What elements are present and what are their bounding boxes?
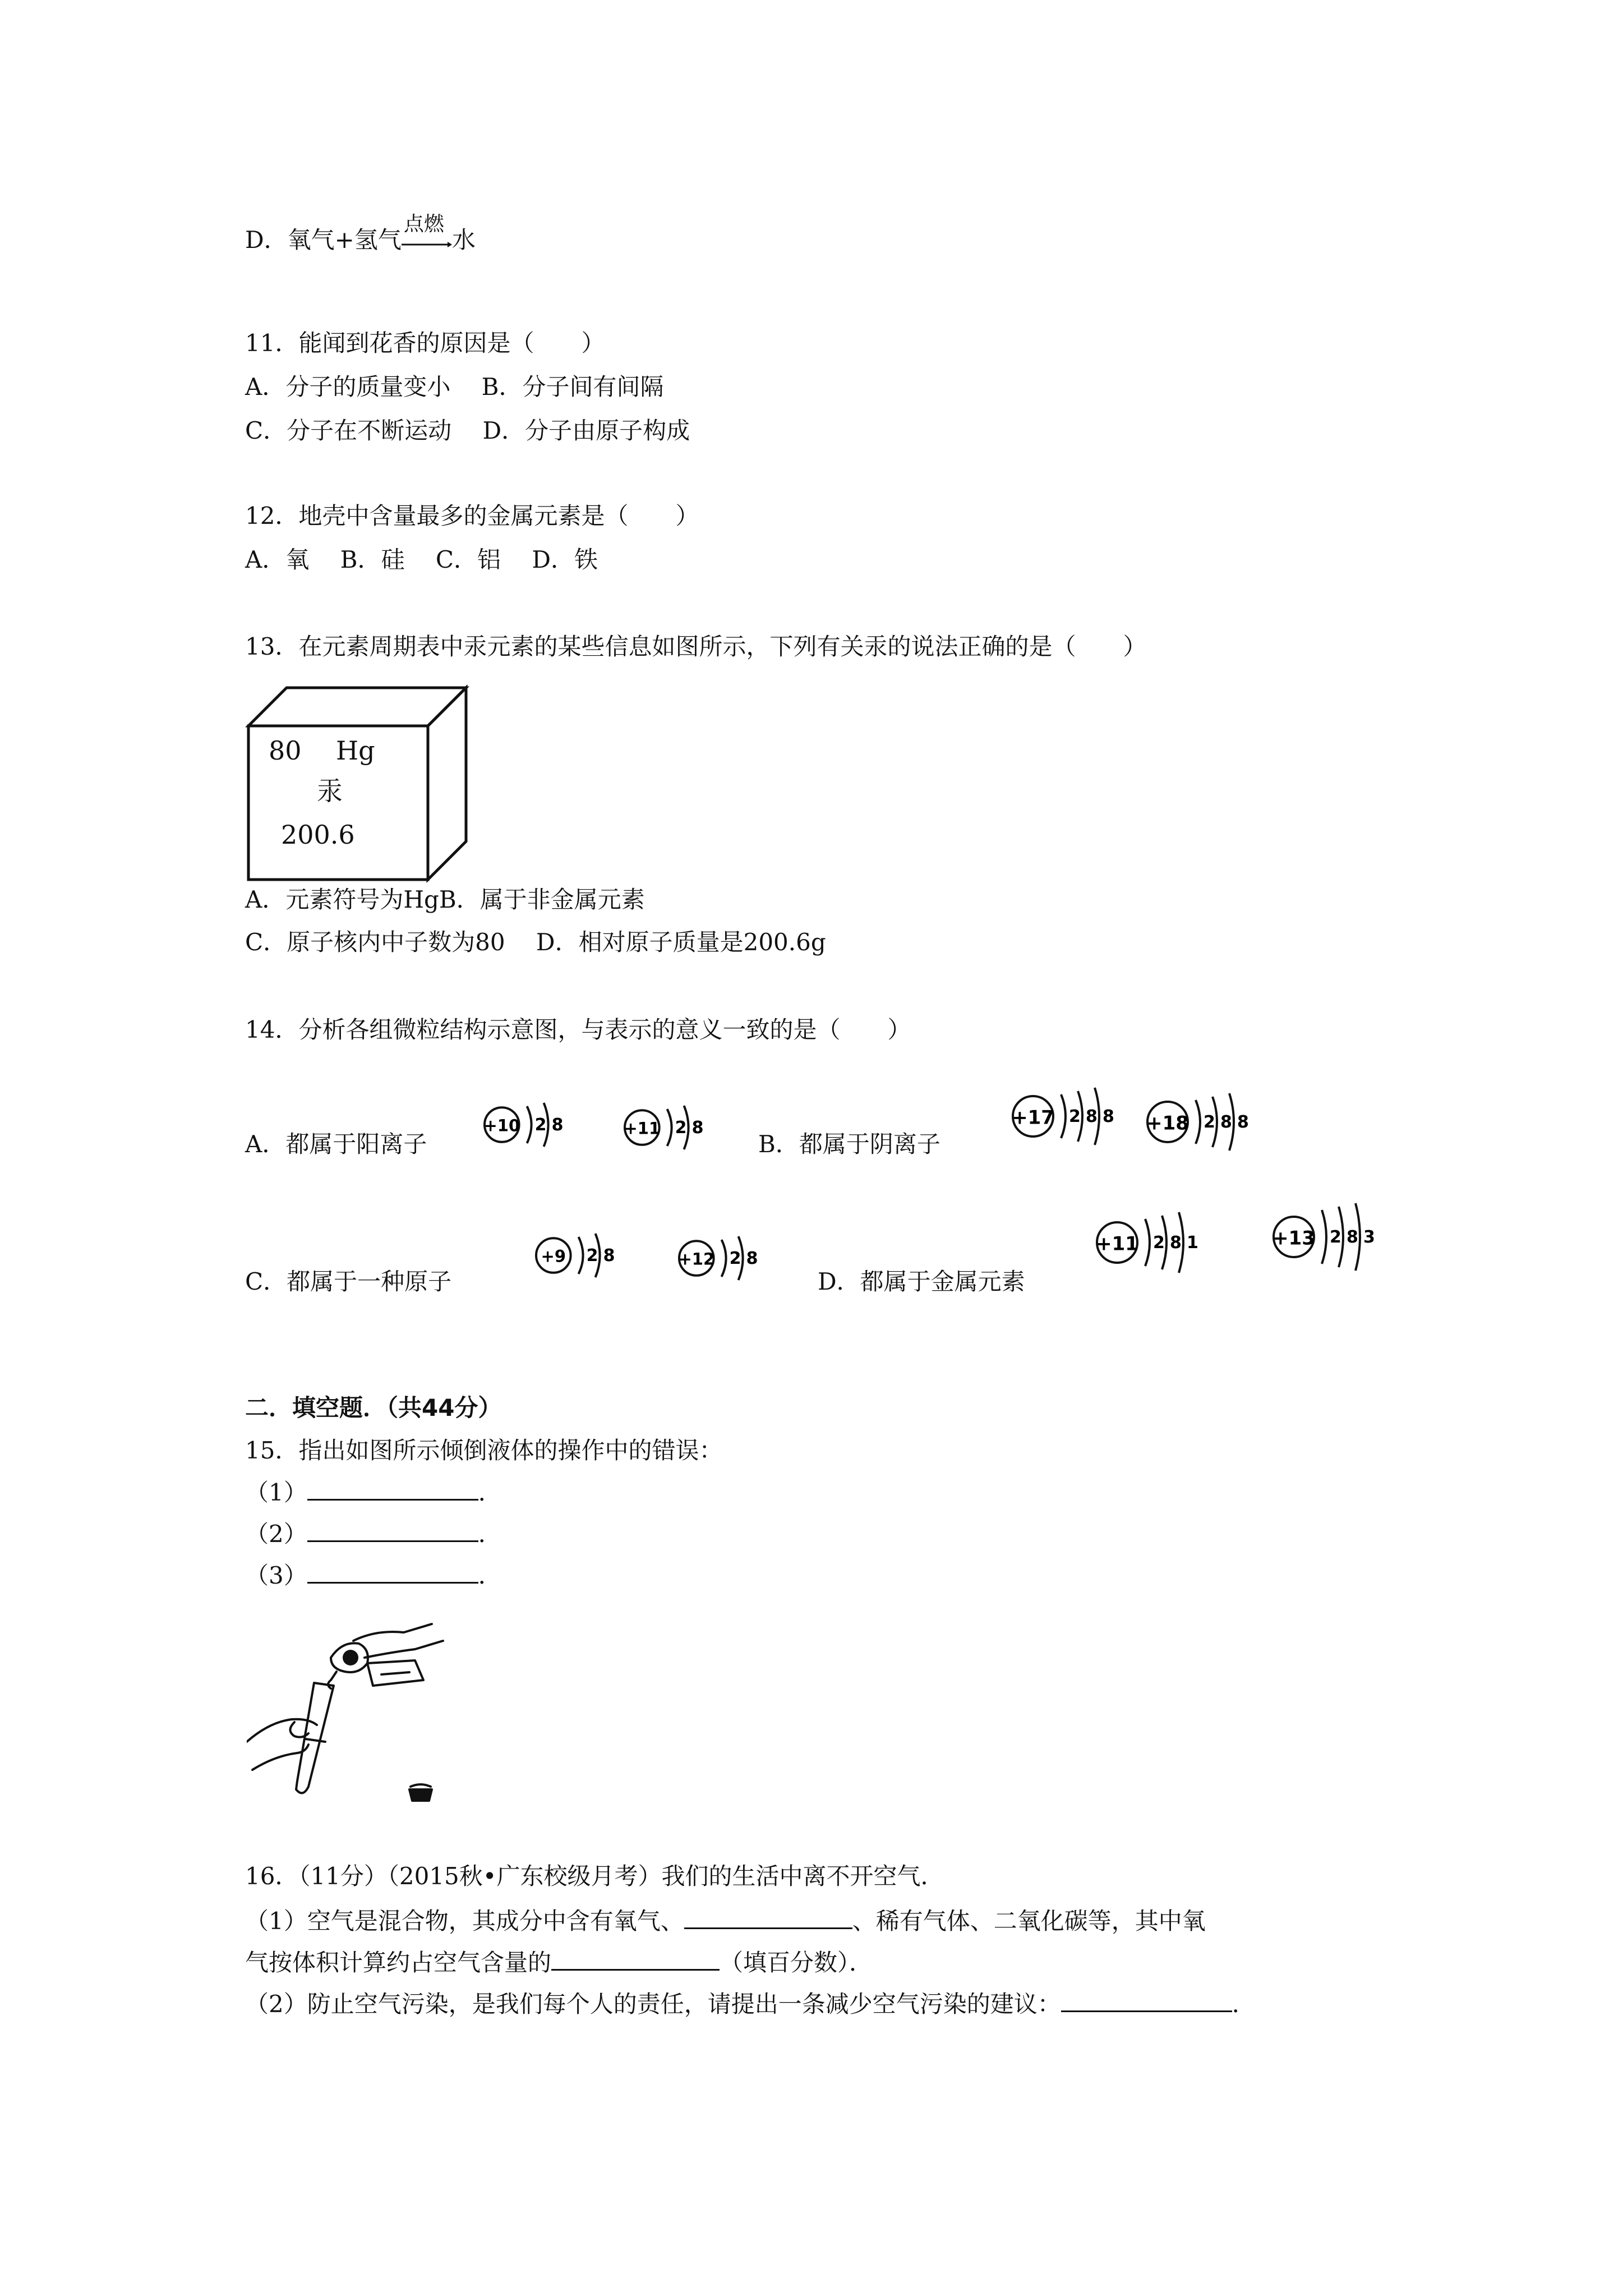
item-label: （1） xyxy=(245,1479,307,1506)
bottle-label-mark xyxy=(343,1650,358,1665)
diagram-d1 xyxy=(1094,1203,1211,1282)
q15-stem: 15．指出如图所示倾倒液体的操作中的错误： xyxy=(245,1437,723,1464)
element-card-mercury xyxy=(245,684,469,884)
pouring-liquid-illustration xyxy=(247,1618,460,1809)
q16-part1-line1 xyxy=(245,1905,1206,1937)
nucleus-charge: +13 xyxy=(1272,1227,1315,1250)
diagram-b1 xyxy=(1009,1080,1116,1153)
item-end: ． xyxy=(478,1562,502,1589)
answer-blank[interactable] xyxy=(1061,1988,1232,2012)
electron-count: 2 xyxy=(1204,1112,1215,1132)
electron-count: 8 xyxy=(691,1118,704,1138)
electron-shell-arc xyxy=(1145,1219,1150,1266)
q15-item-1 xyxy=(245,1476,502,1508)
text-segment: （填百分数）． xyxy=(720,1949,873,1976)
structure-diagram xyxy=(1009,1080,1116,1153)
answer-blank[interactable] xyxy=(307,1518,478,1542)
diagram-d2 xyxy=(1270,1192,1405,1282)
q12-stem: 12．地壳中含量最多的金属元素是（ ） xyxy=(245,502,699,530)
electron-count: 2 xyxy=(675,1118,687,1138)
diagram-a1 xyxy=(481,1094,588,1156)
diagram-b2 xyxy=(1144,1085,1251,1158)
q14-stem: 14．分析各组微粒结构示意图，与表示的意义一致的是（ ） xyxy=(245,1016,911,1043)
structure-diagram xyxy=(481,1094,588,1156)
element-atomic-number: 80 xyxy=(269,735,302,766)
q11-stem: 11．能闻到花香的原因是（ ） xyxy=(245,329,605,357)
nucleus-charge: +10 xyxy=(483,1116,520,1135)
electron-count: 8 xyxy=(603,1246,615,1266)
nucleus-charge: +11 xyxy=(624,1119,661,1138)
structure-diagram xyxy=(676,1227,782,1289)
q10-option-d-product: 水 xyxy=(451,226,476,254)
q16-part1-line2 xyxy=(245,1947,873,1978)
electron-count: 8 xyxy=(1103,1107,1114,1126)
electron-count: 2 xyxy=(1069,1107,1081,1126)
element-card-frame xyxy=(245,684,469,884)
q15-item-3 xyxy=(245,1559,502,1591)
section-2-title: 二．填空题．（共44分） xyxy=(245,1394,502,1421)
electron-count: 2 xyxy=(534,1115,547,1135)
nucleus-charge: +18 xyxy=(1146,1112,1189,1135)
item-end: ． xyxy=(478,1520,502,1548)
item-end: ． xyxy=(478,1479,502,1506)
q11-options-ab: A．分子的质量变小 B．分子间有间隔 xyxy=(245,373,664,401)
q14-option-c: C．都属于一种原子 xyxy=(245,1268,452,1295)
electron-count: 8 xyxy=(551,1115,564,1135)
reaction-condition: 点燃 xyxy=(403,213,444,236)
q12-options: A．氧 B．硅 C．铝 D．铁 xyxy=(245,546,598,573)
answer-blank[interactable] xyxy=(307,1559,478,1584)
structure-diagram xyxy=(533,1225,639,1286)
q10-option-d xyxy=(245,213,476,256)
q14-option-b: B．都属于阴离子 xyxy=(758,1130,940,1158)
nucleus-charge: +17 xyxy=(1012,1106,1054,1129)
electron-count: 1 xyxy=(1187,1233,1198,1253)
electron-count: 8 xyxy=(1347,1227,1358,1247)
electron-count: 8 xyxy=(1086,1107,1098,1126)
answer-blank[interactable] xyxy=(307,1476,478,1501)
q13-options-cd: C．原子核内中子数为80 D．相对原子质量是200.6g xyxy=(245,928,826,956)
nucleus-charge: +12 xyxy=(678,1249,715,1269)
electron-count: 2 xyxy=(729,1249,741,1268)
q13-stem: 13．在元素周期表中汞元素的某些信息如图所示，下列有关汞的说法正确的是（ ） xyxy=(245,633,1147,660)
diagram-c1 xyxy=(533,1225,639,1286)
q16-stem: 16．（11分）（2015秋•广东校级月考）我们的生活中离不开空气． xyxy=(245,1862,944,1890)
electron-count: 8 xyxy=(1220,1112,1232,1132)
electron-shell-arc xyxy=(667,1109,672,1146)
element-name: 汞 xyxy=(317,776,343,806)
q10-option-d-reactants: D．氧气+氢气 xyxy=(245,226,402,254)
q16-part2 xyxy=(245,1988,1256,2020)
structure-diagram xyxy=(1270,1192,1405,1282)
electron-count: 8 xyxy=(1170,1233,1182,1253)
text-segment: 、稀有气体、二氧化碳等，其中氧 xyxy=(852,1907,1206,1935)
q14-option-a: A．都属于阳离子 xyxy=(245,1130,427,1158)
electron-count: 8 xyxy=(746,1249,758,1268)
structure-diagram xyxy=(1094,1203,1211,1282)
structure-diagram xyxy=(1144,1085,1251,1158)
q13-options-ab: A．元素符号为HgB．属于非金属元素 xyxy=(245,886,645,913)
nucleus-charge: +9 xyxy=(541,1246,566,1266)
nucleus-charge: +11 xyxy=(1096,1232,1138,1255)
q11-options-cd: C．分子在不断运动 D．分子由原子构成 xyxy=(245,417,690,444)
reaction-arrow xyxy=(402,213,452,248)
item-label: （2） xyxy=(245,1520,307,1548)
arrow-icon xyxy=(402,240,452,249)
diagram-c2 xyxy=(676,1227,782,1289)
q15-item-2 xyxy=(245,1518,502,1550)
structure-diagram xyxy=(621,1097,728,1158)
element-symbol: Hg xyxy=(336,735,375,766)
electron-shell-arc xyxy=(1322,1210,1326,1264)
item-label: （3） xyxy=(245,1562,307,1589)
answer-blank[interactable] xyxy=(684,1905,852,1929)
electron-shell-arc xyxy=(722,1240,726,1277)
text-segment: （2）防止空气污染，是我们每个人的责任，请提出一条减少空气污染的建议： xyxy=(245,1990,1061,2018)
electron-count: 2 xyxy=(586,1246,598,1266)
electron-count: 8 xyxy=(1237,1112,1249,1132)
text-segment: ． xyxy=(1232,1990,1256,2018)
electron-shell-arc xyxy=(527,1106,532,1143)
answer-blank[interactable] xyxy=(551,1947,720,1971)
electron-count: 2 xyxy=(1153,1233,1165,1253)
electron-shell-arc xyxy=(1061,1094,1066,1138)
electron-shell-arc xyxy=(579,1237,583,1274)
electron-shell-arc xyxy=(1196,1100,1200,1144)
diagram-a2 xyxy=(621,1097,728,1158)
q14-option-d: D．都属于金属元素 xyxy=(818,1268,1025,1295)
text-segment: 气按体积计算约占空气含量的 xyxy=(245,1949,552,1976)
electron-count: 3 xyxy=(1363,1227,1375,1247)
electron-count: 2 xyxy=(1330,1227,1341,1247)
element-atomic-mass: 200.6 xyxy=(281,820,355,850)
text-segment: （1）空气是混合物，其成分中含有氧气、 xyxy=(245,1907,684,1935)
